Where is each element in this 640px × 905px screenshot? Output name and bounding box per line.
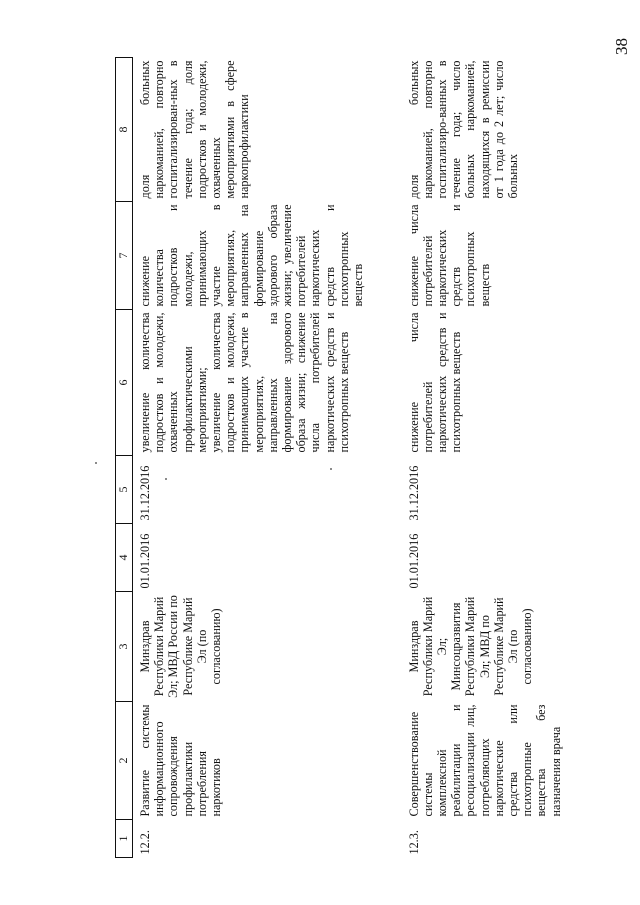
table-header-row: [116, 58, 133, 858]
indicator-link: доля больных наркоманией, повторно госпитализиро-ванных в течение года; число больных наркоманией, находящихся в ремиссии от 1 года до 2 лет; число больных: [406, 60, 520, 199]
expected-result: увеличение количества подростков и молодежи, охваченных профилактическими мероприятиями; увеличение количества подростков и молодежи, принимающих участие в мероприятиях, направленных на формирование здорового образа жизни; снижение числа потребителей наркотических средств и психотропных веществ: [138, 312, 351, 453]
header-cell-5: 5: [116, 456, 133, 524]
scan-speck: [95, 462, 97, 464]
header-cell-1: 1: [116, 820, 133, 858]
start-date: 01.01.2016: [138, 533, 152, 589]
measure-name: Развитие системы информационного сопровождения профилактики потребления наркотиков: [138, 704, 224, 817]
header-cell-7: 7: [116, 202, 133, 310]
header-cell-8: 8: [116, 58, 133, 202]
non-implementation-consequence: снижение числа потребителей наркотических средств и психотропных веществ: [406, 204, 492, 307]
header-cell-6: 6: [116, 310, 133, 456]
rotated-page-content: [115, 58, 610, 858]
expected-result: снижение числа потребителей наркотических средств и психотропных веществ: [406, 312, 464, 453]
executor: Минздрав Республики Марий Эл; МВД России по Республике Марий Эл (по согласованию): [138, 595, 224, 698]
row-number: 12.3.: [406, 830, 421, 855]
indicator-link: доля больных наркоманией, повторно госпитализирован-ных в течение года; доля подростков и молодежи, охваченных мероприятиями в сфере наркопрофилактики: [138, 60, 252, 199]
row-number: 12.2.: [138, 830, 152, 855]
executor: Минздрав Республики Марий Эл; Минсоцразвития Республики Марий Эл; МВД по Республике Марий Эл (по согласованию): [406, 596, 535, 697]
table-row: [393, 58, 598, 858]
scan-speck: [330, 468, 332, 470]
non-implementation-consequence: снижение количества подростков и молодежи, принимающих участие в мероприятиях, направленных на формирование здорового образа жизни; увеличение потребителей наркотических средств и психотропных веществ: [138, 204, 366, 307]
end-date: 31.12.2016: [138, 465, 152, 521]
header-cell-3: 3: [116, 592, 133, 702]
header-cell-4: 4: [116, 524, 133, 592]
table-row: [133, 58, 393, 858]
start-date: 01.01.2016: [406, 533, 421, 589]
measures-table: [115, 57, 598, 858]
page-number: 38: [612, 38, 631, 55]
scan-speck: [165, 478, 167, 480]
header-cell-2: 2: [116, 702, 133, 820]
end-date: 31.12.2016: [406, 465, 421, 521]
measure-name: Совершенствование системы комплексной реабилитации и ресоциализации лиц, потребляющих наркотические средства или психотропные вещества без назначения врача: [406, 704, 563, 817]
